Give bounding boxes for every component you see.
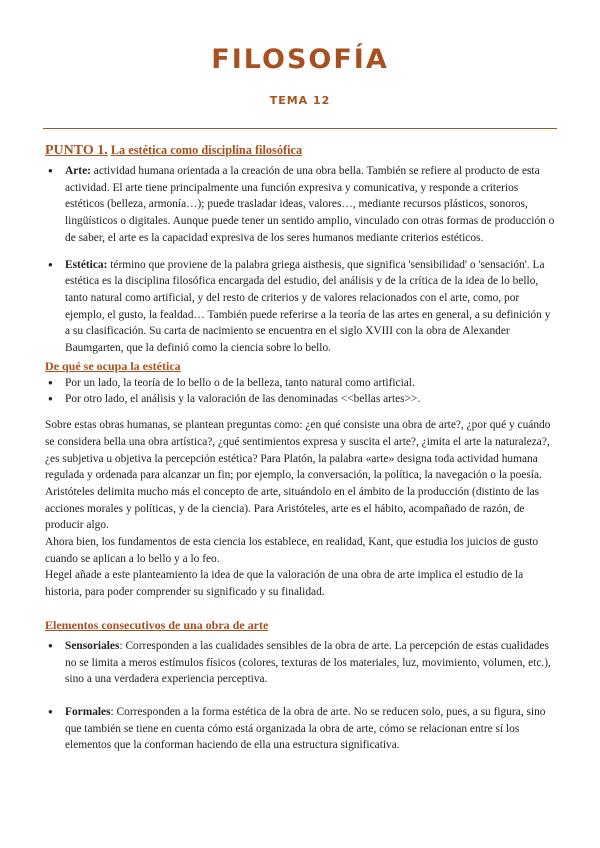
header-divider	[43, 128, 557, 129]
paragraph: Ahora bien, los fundamentos de esta ciencia los establece, en realidad, Kant, que estudia los juicios de gusto cuando se aplican a lo bello y a lo feo.	[45, 536, 539, 565]
list-item: ● Por otro lado, el análisis y la valoración de las denominadas <<bellas artes>>.	[45, 391, 555, 408]
term-arte: Arte:	[65, 165, 91, 177]
list-item-formales	[45, 704, 555, 754]
list-item-estetica	[45, 257, 555, 357]
document-body	[45, 141, 555, 754]
section-heading-ocupa: De qué se ocupa la estética	[45, 358, 181, 373]
paragraph: Aristóteles delimita mucho más el concepto de arte, situándolo en el ámbito de la producción (distinto de las acciones morales y políticas, y de la ciencia). Para Aristóteles, arte es el hábito, acompañado de razón, de producir algo.	[45, 485, 540, 532]
elementos-list	[45, 638, 555, 754]
definition-sensoriales: : Corresponden a las cualidades sensibles de la obra de arte. La percepción de estas cualidades no se limita a meros estímulos físicos (colores, texturas de los materiales, luz, movimiento, volumen, etc.), sino a una verdadera experiencia perceptiva.	[65, 639, 551, 686]
punto-title: La estética como disciplina filosófica	[110, 143, 303, 157]
list-item: ● Por un lado, la teoría de lo bello o de la belleza, tanto natural como artificial.	[45, 375, 555, 392]
ocupa-list	[45, 375, 555, 408]
definitions-list	[45, 163, 555, 357]
document-subtitle: TEMA 12	[269, 94, 331, 107]
definition-estetica: término que proviene de la palabra griega aisthesis, que significa 'sensibilidad' o 'sensación'. La estética es la disciplina filosófica encargada del estudio, del análisis y de la crítica de la idea de lo bello, tanto natural como artificial, y del resto de criterios y de valores relacionados con el arte, como, por ejemplo, el gusto, la fealdad… También puede referirse a la teoría de las artes en general, a su definición y a su clasificación. Su carta de nacimiento se encuentra en el siglo XVIII con la obra de Alexander Baumgarten, que la definió como la ciencia sobre lo bello.	[65, 258, 551, 355]
definition-formales: : Corresponden a la forma estética de la obra de arte. No se reducen solo, pues, a su figura, sino que también se tiene en cuenta cómo está organizada la obra de arte, cómo se relacionan entre sí los elementos que la conforman haciendo de ella una estructura significativa.	[65, 705, 546, 752]
term-estetica: Estética:	[65, 258, 108, 271]
ocupa-paragraphs	[45, 417, 555, 601]
section-heading-punto1	[45, 141, 555, 160]
punto-number: PUNTO 1.	[45, 143, 108, 158]
list-item-sensoriales	[45, 638, 555, 688]
paragraph: Hegel añade a este planteamiento la idea de que la valoración de una obra de arte implica el estudio de la historia, para poder comprender su significado y su finalidad.	[45, 569, 524, 599]
document-title: FILOSOFÍA	[211, 44, 389, 75]
list-item-arte	[45, 163, 555, 247]
term-sensoriales: Sensoriales	[65, 639, 120, 652]
section-heading-elementos: Elementos consecutivos de una obra de arte	[45, 617, 269, 632]
term-formales: Formales	[65, 705, 111, 718]
definition-arte: actividad humana orientada a la creación de una obra bella. También se refiere al producto de esta actividad. El arte tiene principalmente una función expresiva y comunicativa, y responde a criterios estéticos (belleza, armonía…); puede trasladar ideas, valores…, mediante recursos plásticos, sonoros, lingüísticos o digitales. Aunque puede tener un sentido amplio, vinculado con otras formas de producción o de saber, el arte es la capacidad expresiva de los seres humanos mediante criterios estéticos.	[65, 165, 555, 244]
paragraph: Sobre estas obras humanas, se plantean preguntas como: ¿en qué consiste una obra de arte?, ¿por qué y cuándo se considera bella una obra artística?, ¿qué sentimientos expresa y suscita el arte?, ¿imita el arte la naturaleza?, ¿es subjetiva u objetiva la percepción estética? Para Platón, la palabra «arte» designa toda actividad humana regulada y ordenada para alcanzar un fin; por ejemplo, la conversación, la política, la navegación o la poesía.	[45, 419, 551, 482]
